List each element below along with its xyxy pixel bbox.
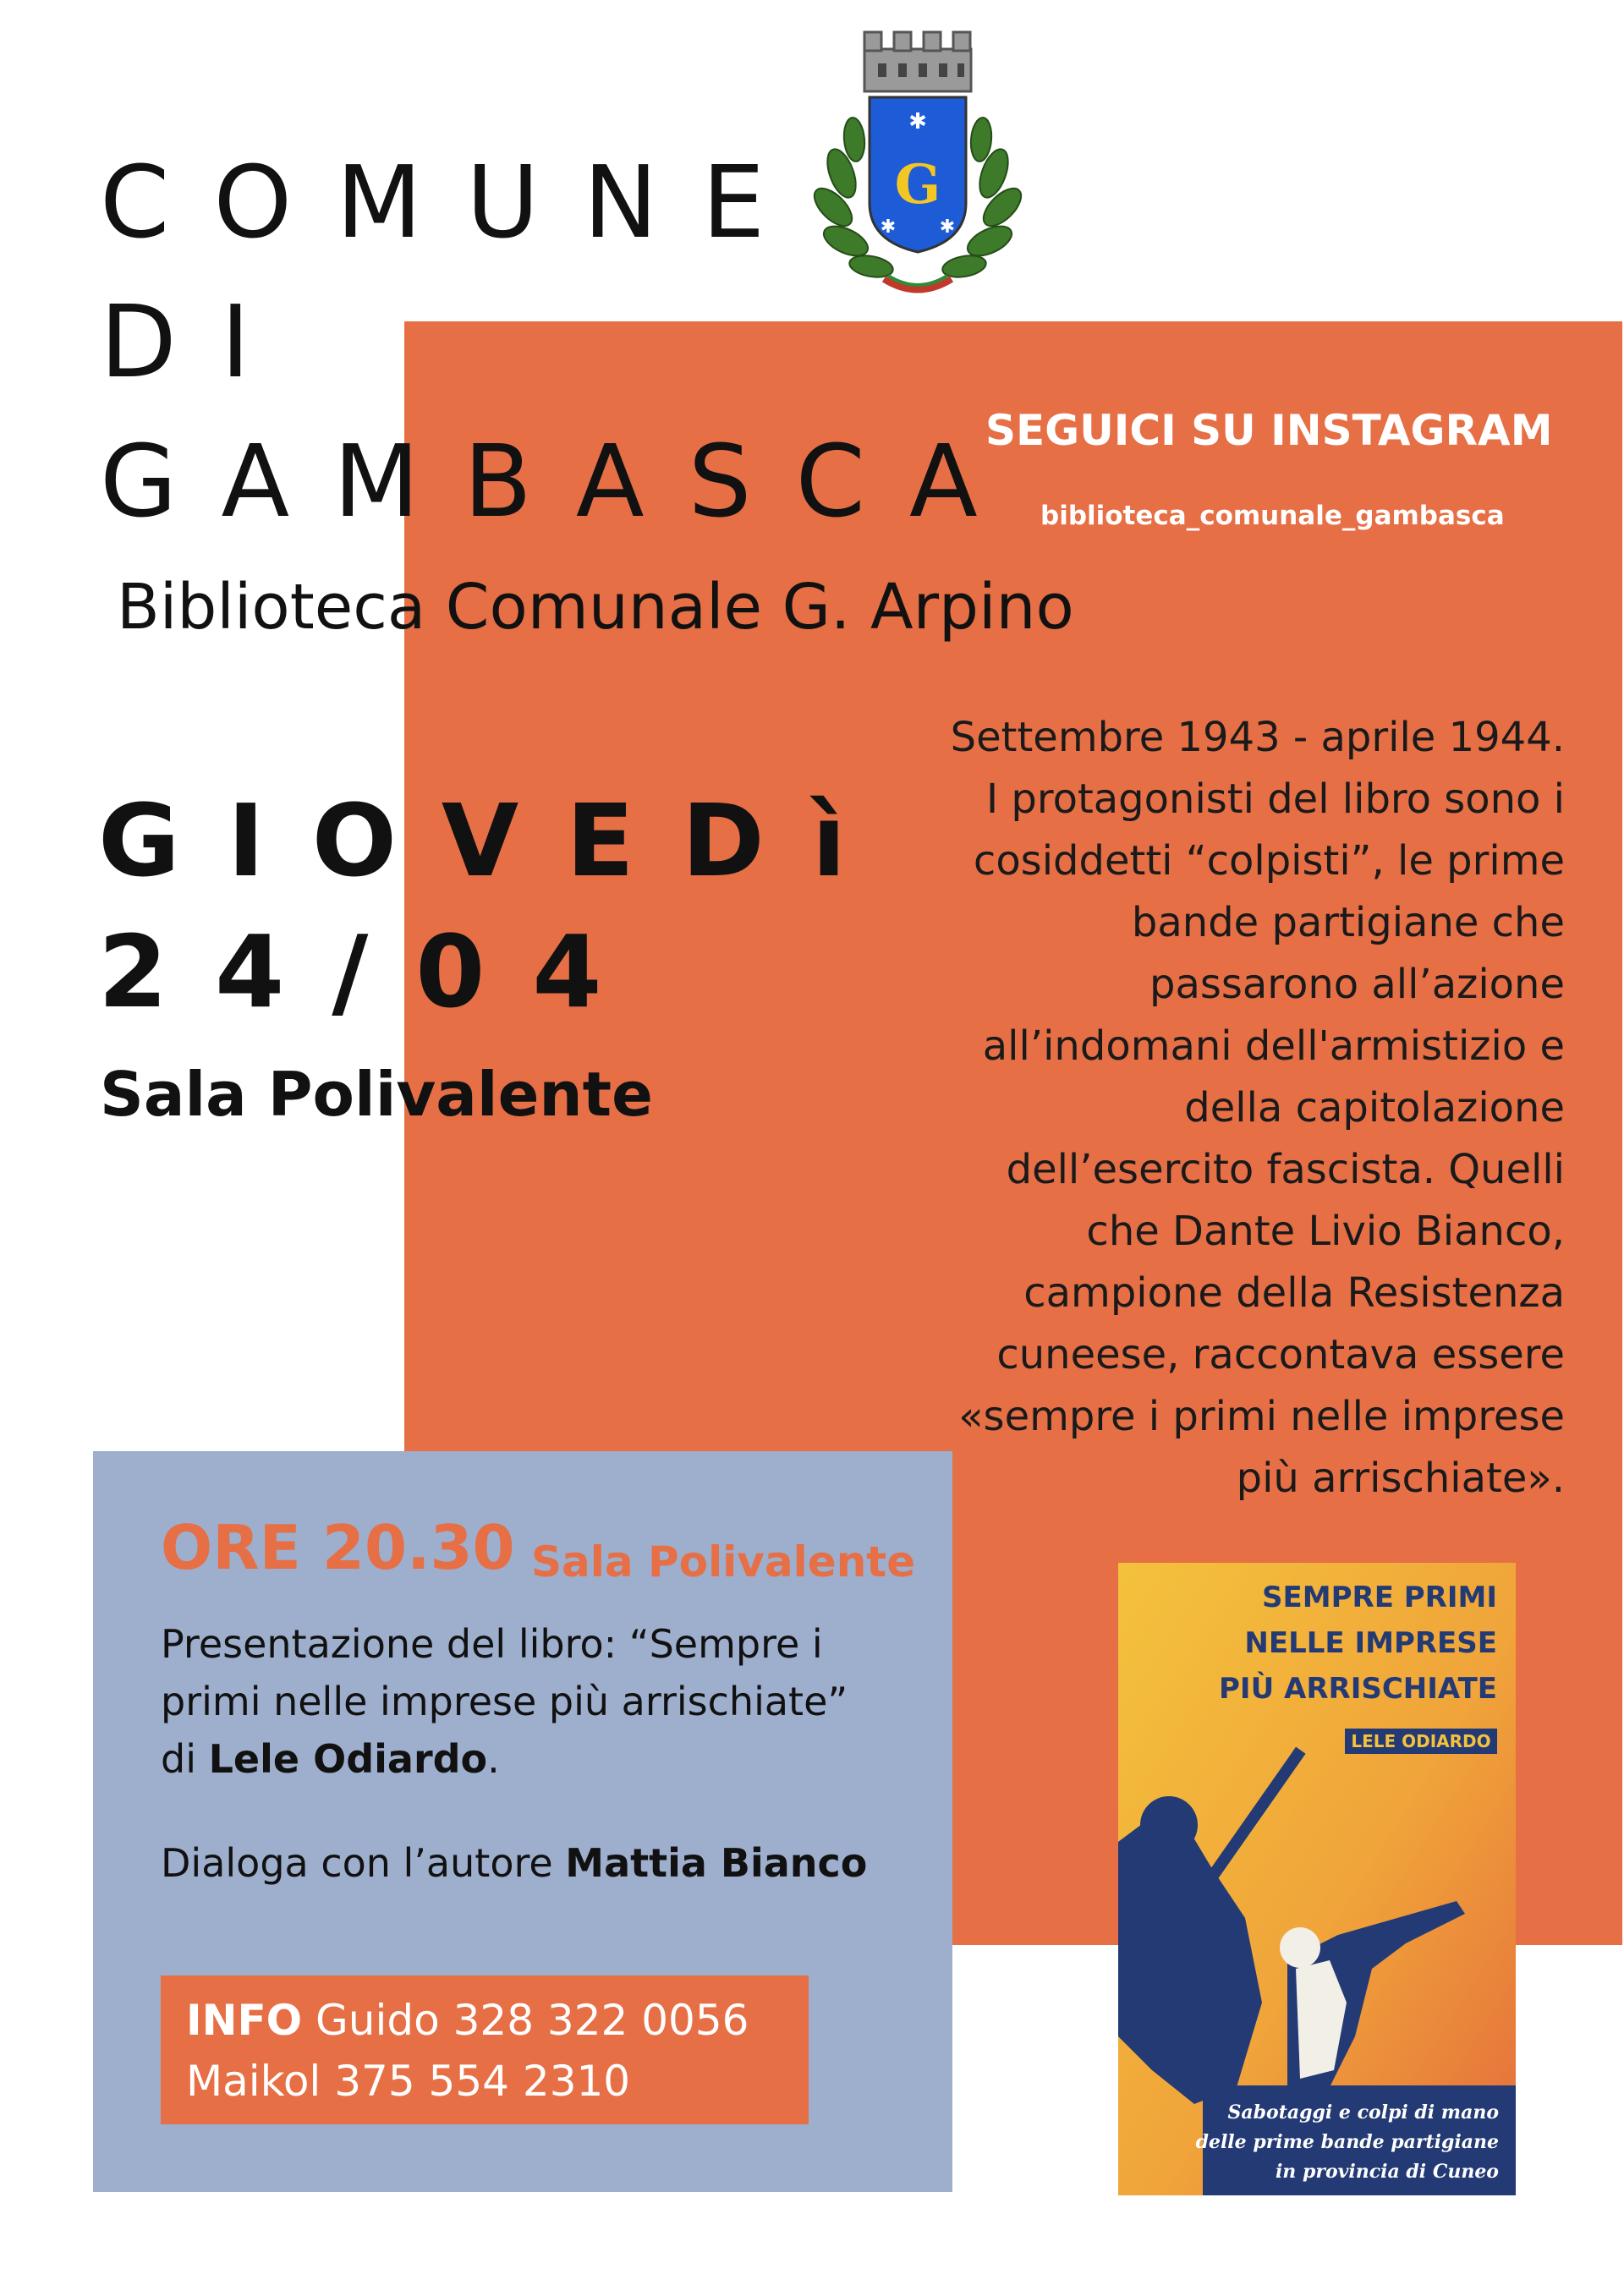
svg-text:PIÙ ARRISCHIATE: PIÙ ARRISCHIATE bbox=[1219, 1672, 1497, 1706]
svg-text:✱: ✱ bbox=[908, 109, 927, 134]
presentation-line: primi nelle imprese più arrischiate” bbox=[161, 1679, 848, 1724]
author-name: Lele Odiardo bbox=[208, 1736, 488, 1782]
page-title-line-2: DI bbox=[100, 283, 294, 400]
presentation-line: Presentazione del libro: “Sempre i bbox=[161, 1621, 823, 1667]
event-date: 24/04 bbox=[98, 913, 650, 1030]
library-name: Biblioteca Comunale G. Arpino bbox=[117, 571, 1074, 644]
event-time: ORE 20.30 bbox=[161, 1512, 515, 1583]
dialog-line bbox=[161, 1840, 867, 1886]
page-title-line-3: GAMBASCA bbox=[100, 423, 1022, 540]
description-line: passarono all’azione bbox=[1149, 961, 1565, 1008]
svg-text:✱: ✱ bbox=[939, 216, 956, 238]
event-venue: Sala Polivalente bbox=[531, 1537, 916, 1586]
description-line: dell’esercito fascista. Quelli bbox=[1006, 1146, 1565, 1193]
svg-text:Sabotaggi e colpi di mano: Sabotaggi e colpi di mano bbox=[1227, 2101, 1499, 2123]
svg-text:G: G bbox=[894, 153, 941, 216]
description-line: che Dante Livio Bianco, bbox=[1086, 1208, 1565, 1255]
description-line: cuneese, raccontava essere bbox=[996, 1331, 1565, 1378]
description-line: campione della Resistenza bbox=[1023, 1269, 1565, 1317]
svg-text:SEMPRE PRIMI: SEMPRE PRIMI bbox=[1262, 1581, 1497, 1614]
info-contact-2: Maikol 375 554 2310 bbox=[186, 2057, 631, 2106]
description-line: della capitolazione bbox=[1184, 1084, 1565, 1132]
svg-text:✱: ✱ bbox=[880, 216, 897, 238]
author-prefix: di bbox=[161, 1736, 196, 1782]
description-line: Settembre 1943 - aprile 1944. bbox=[950, 714, 1565, 761]
info-line-1 bbox=[186, 1996, 749, 2045]
book-cover-image bbox=[1118, 1563, 1516, 2195]
dialog-name: Mattia Bianco bbox=[565, 1840, 868, 1886]
author-line bbox=[161, 1730, 848, 1788]
description-line: più arrischiate». bbox=[1236, 1455, 1565, 1502]
coat-of-arms-icon bbox=[804, 25, 1032, 304]
info-label: INFO bbox=[186, 1996, 303, 2045]
instagram-heading: SEGUICI SU INSTAGRAM bbox=[985, 406, 1553, 455]
svg-text:delle prime bande partigiane: delle prime bande partigiane bbox=[1195, 2131, 1499, 2153]
book-description bbox=[922, 707, 1565, 1510]
instagram-handle: biblioteca_comunale_gambasca bbox=[1040, 501, 1505, 531]
description-line: I protagonisti del libro sono i bbox=[986, 775, 1565, 823]
description-line: cosiddetti “colpisti”, le prime bbox=[973, 837, 1565, 885]
presentation-text bbox=[161, 1615, 848, 1788]
event-venue-heading: Sala Polivalente bbox=[100, 1059, 653, 1130]
dialog-prefix: Dialoga con l’autore bbox=[161, 1840, 553, 1886]
svg-text:NELLE IMPRESE: NELLE IMPRESE bbox=[1244, 1626, 1497, 1660]
svg-text:LELE ODIARDO: LELE ODIARDO bbox=[1351, 1731, 1491, 1751]
svg-text:in provincia di Cuneo: in provincia di Cuneo bbox=[1275, 2161, 1499, 2183]
author-suffix: . bbox=[487, 1736, 500, 1782]
page-title-line-1: COMUNE bbox=[100, 144, 809, 260]
event-day: GIOVEDì bbox=[98, 782, 894, 899]
description-line: «sempre i primi nelle imprese bbox=[958, 1393, 1565, 1440]
info-contact-1: Guido 328 322 0056 bbox=[315, 1996, 749, 2045]
description-line: bande partigiane che bbox=[1131, 899, 1565, 946]
description-line: all’indomani dell'armistizio e bbox=[982, 1022, 1565, 1070]
